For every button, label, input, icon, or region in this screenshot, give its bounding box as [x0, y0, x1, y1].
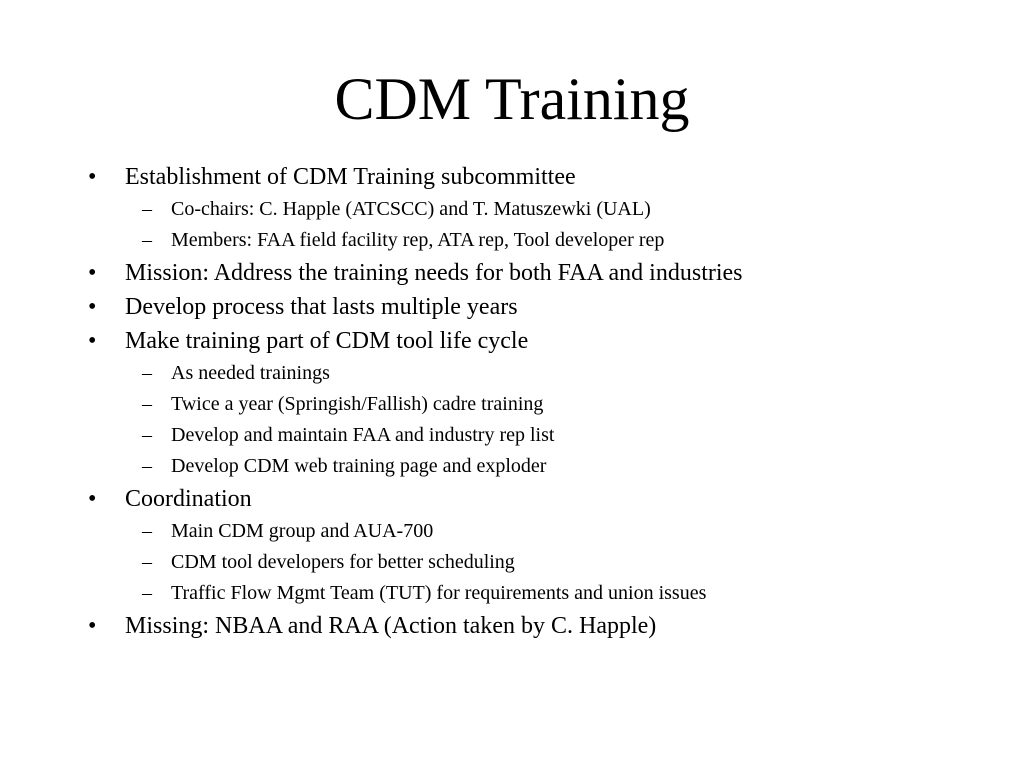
bullet-marker: •: [88, 260, 97, 286]
slide-title: CDM Training: [334, 66, 690, 132]
bullet-marker: •: [88, 328, 97, 354]
sub-bullet-item: [0, 547, 1024, 578]
sub-bullet-text: Traffic Flow Mgmt Team (TUT) for requirements and union issues: [171, 582, 707, 604]
bullet-item: [0, 160, 1024, 194]
sub-bullet-item: [0, 358, 1024, 389]
bullet-text: Develop process that lasts multiple years: [125, 294, 518, 320]
bullet-list: [0, 160, 1024, 643]
sub-bullet-text: CDM tool developers for better scheduling: [171, 551, 515, 573]
sub-bullet-text: Co-chairs: C. Happle (ATCSCC) and T. Matuszewki (UAL): [171, 198, 651, 220]
sub-bullet-item: [0, 420, 1024, 451]
sub-bullet-text: Members: FAA field facility rep, ATA rep, Tool developer rep: [171, 229, 665, 251]
dash-marker: –: [142, 582, 152, 604]
dash-marker: –: [142, 362, 152, 384]
bullet-text: Coordination: [125, 486, 252, 512]
bullet-item: [0, 482, 1024, 516]
sub-bullet-item: [0, 225, 1024, 256]
sub-bullet-item: [0, 389, 1024, 420]
bullet-marker: •: [88, 613, 97, 639]
bullet-item: [0, 256, 1024, 290]
sub-bullet-item: [0, 194, 1024, 225]
sub-bullet-item: [0, 516, 1024, 547]
bullet-text: Establishment of CDM Training subcommittee: [125, 164, 576, 190]
dash-marker: –: [142, 393, 152, 415]
sub-bullet-text: Develop and maintain FAA and industry rep list: [171, 424, 555, 446]
bullet-marker: •: [88, 294, 97, 320]
dash-marker: –: [142, 424, 152, 446]
sub-bullet-text: Twice a year (Springish/Fallish) cadre training: [171, 393, 544, 415]
bullet-marker: •: [88, 164, 97, 190]
bullet-text: Mission: Address the training needs for both FAA and industries: [125, 260, 743, 286]
dash-marker: –: [142, 455, 152, 477]
sub-bullet-text: Develop CDM web training page and exploder: [171, 455, 547, 477]
sub-bullet-text: As needed trainings: [171, 362, 330, 384]
bullet-item: [0, 609, 1024, 643]
dash-marker: –: [142, 229, 152, 251]
bullet-text: Make training part of CDM tool life cycle: [125, 328, 529, 354]
dash-marker: –: [142, 520, 152, 542]
dash-marker: –: [142, 198, 152, 220]
sub-bullet-item: [0, 578, 1024, 609]
dash-marker: –: [142, 551, 152, 573]
sub-bullet-text: Main CDM group and AUA-700: [171, 520, 434, 542]
bullet-text: Missing: NBAA and RAA (Action taken by C. Happle): [125, 613, 657, 639]
bullet-marker: •: [88, 486, 97, 512]
sub-bullet-item: [0, 451, 1024, 482]
bullet-item: [0, 324, 1024, 358]
bullet-item: [0, 290, 1024, 324]
